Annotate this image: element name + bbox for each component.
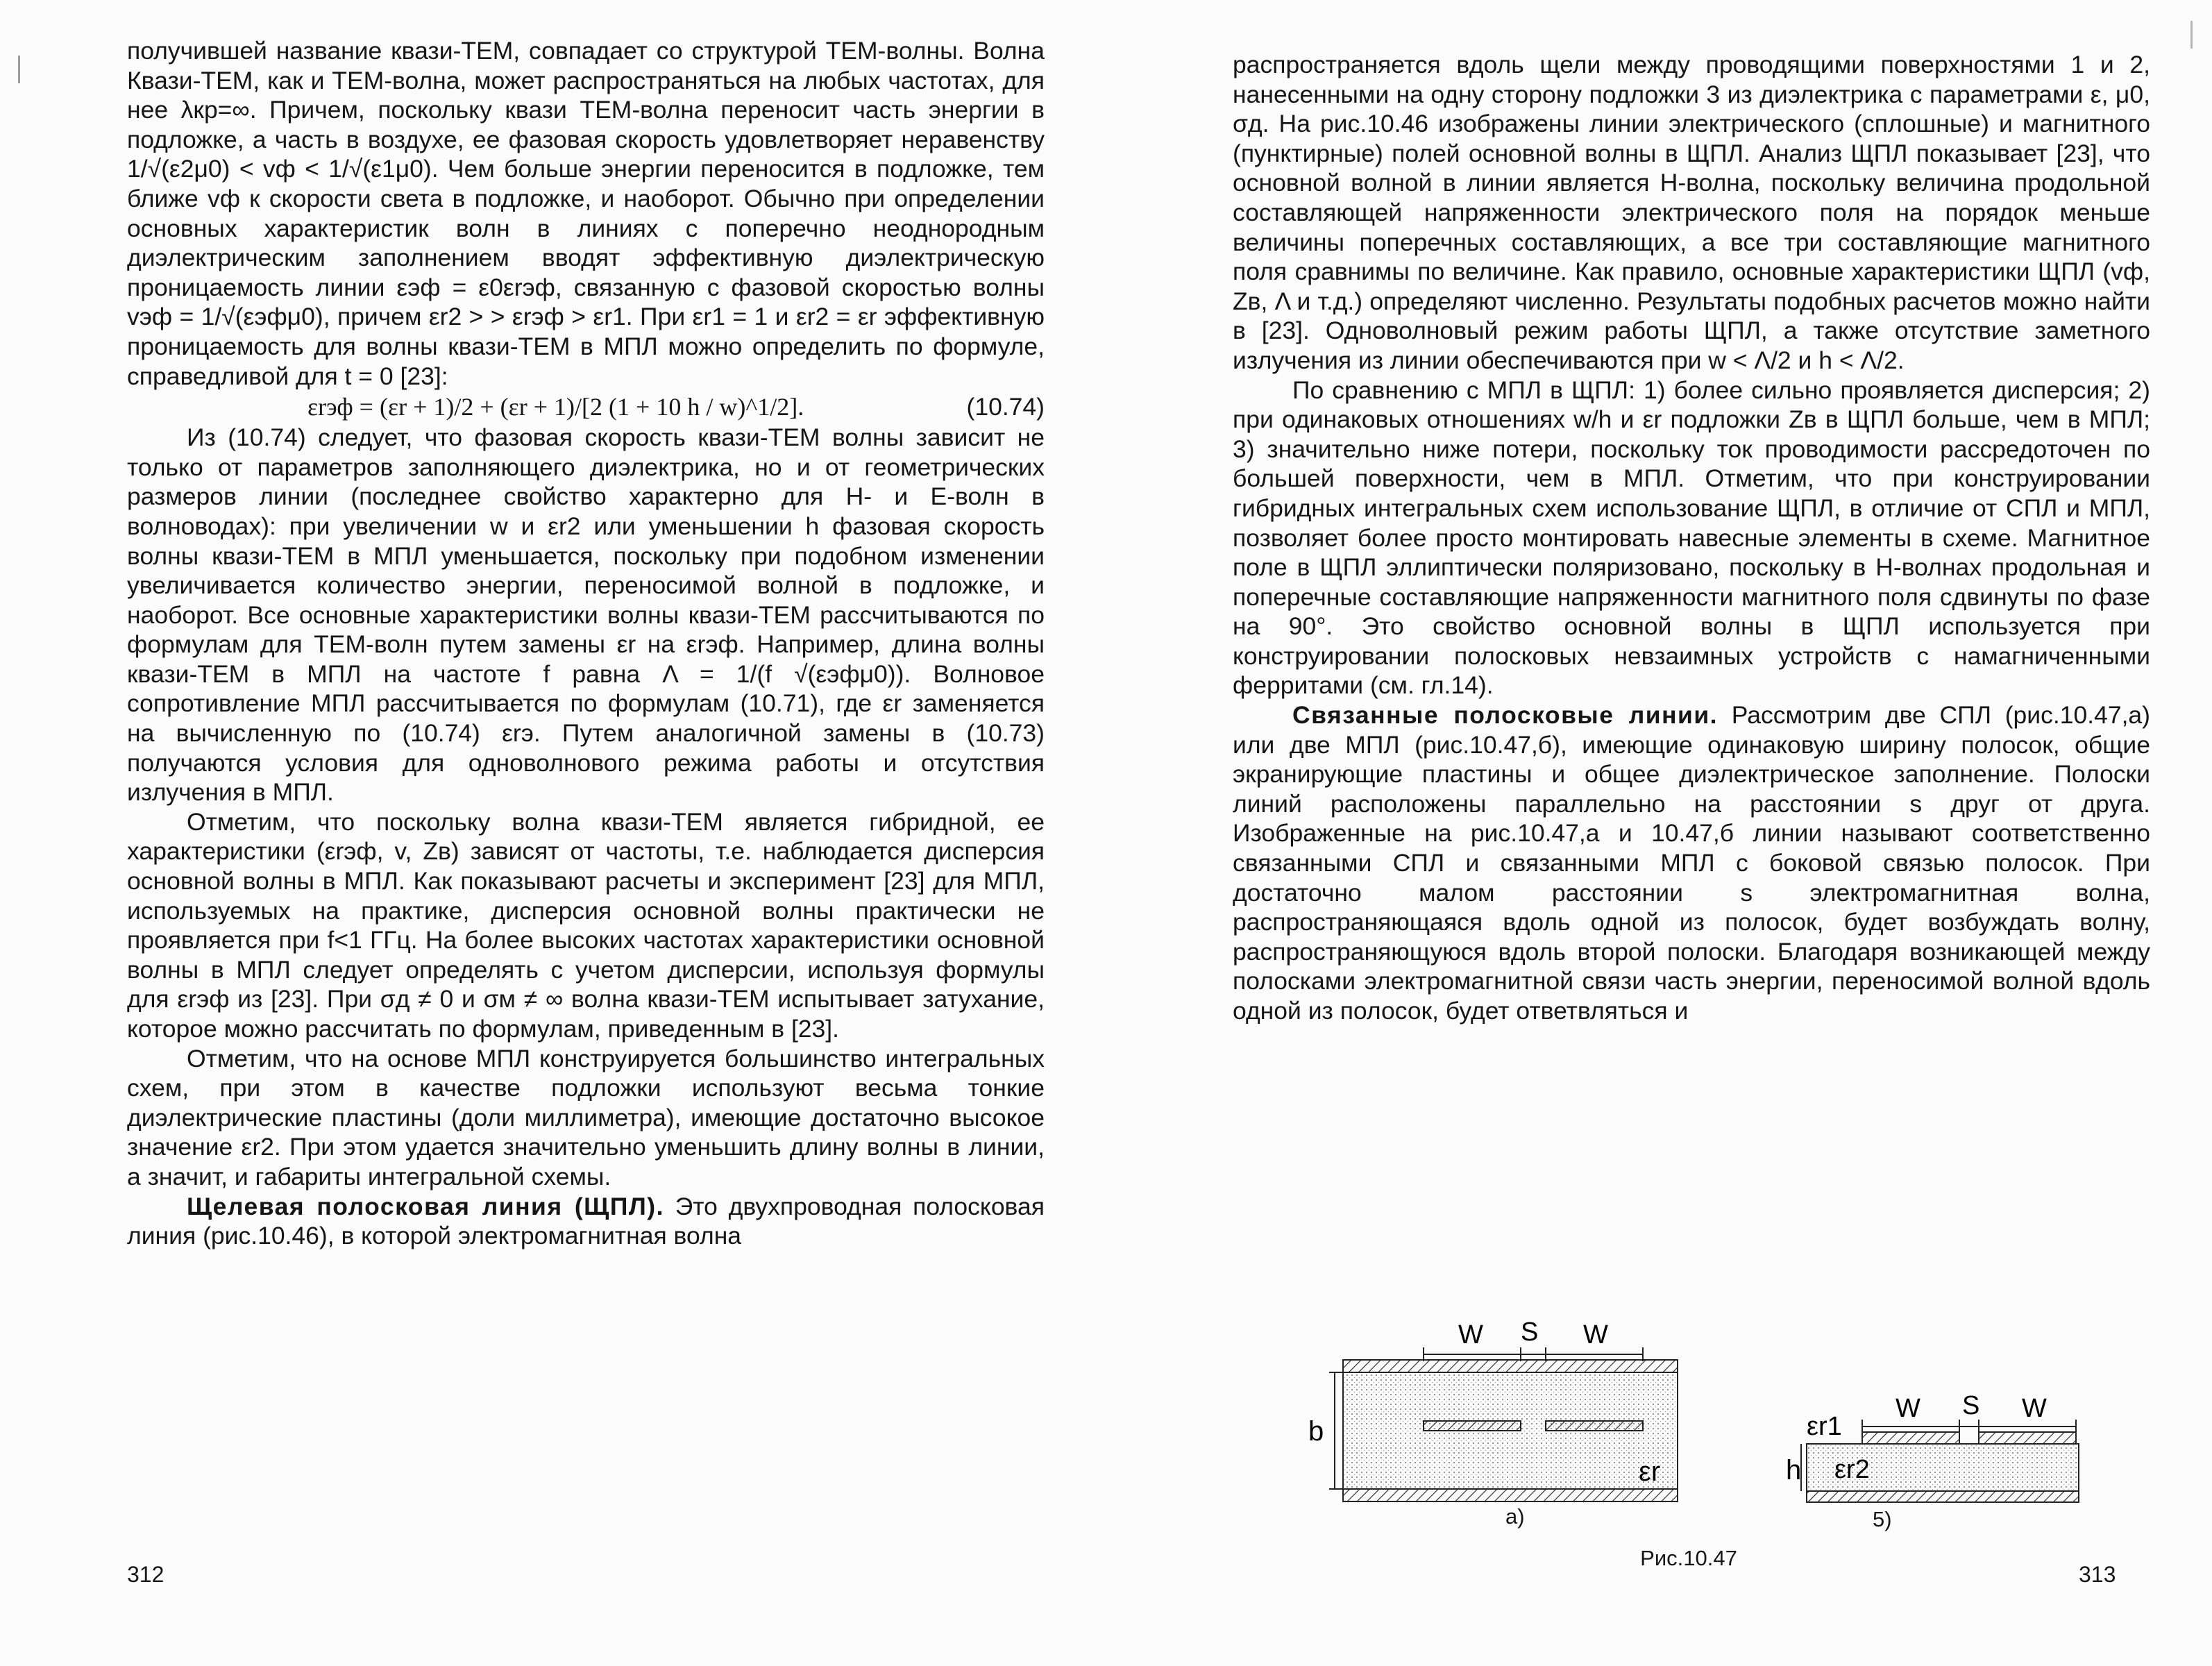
label-w: W bbox=[1458, 1320, 1483, 1349]
label-er2: εr2 bbox=[1834, 1455, 1870, 1484]
label-b: b bbox=[1308, 1416, 1324, 1447]
section-heading: Связанные полосковые линии. bbox=[1292, 701, 1719, 730]
label-w: W bbox=[2022, 1394, 2047, 1423]
paragraph: распространяется вдоль щели между проводящими поверхностями 1 и 2, нанесенными на одну сторону подложки 3 из диэлектрика с параметрами ε, μ0, σд. На рис.10.46 изображены линии электрического (сплошные) и магнитного (пунктирные) полей основной волны в ЩПЛ. Анализ ЩПЛ показывает [23], что основной волной в линии является H-волна, поскольку величина продольной составляющей напряженности электрического поля на порядок меньше величины поперечных составляющих, а все три составляющие магнитного поля сравнимы по величине. Как правило, основные характеристики ЩПЛ (vф, Zв, Λ и т.д.) определяют численно. Результаты подобных расчетов можно найти в [23]. Одноволновый режим работы ЩПЛ, а также отсутствие заметного излучения из линии обеспечиваются при w < Λ/2 и h < Λ/2. bbox=[1233, 51, 2150, 374]
paragraph-text: Это двухпроводная полосковая линия (рис.10.46), в которой электромагнитная волна bbox=[127, 1192, 1045, 1250]
label-w: W bbox=[1583, 1320, 1608, 1349]
paragraph: получившей название квази-TEM, совпадает со структурой TEM-волны. Волна Квази-TEM, как и TEM-волна, может распространяться на любых частотах, для нее λкр=∞. Причем, поскольку квази TEM-волна переносит часть энергии в подложке, а часть в воздухе, ее фазовая скорость удовлетворяет неравенству 1/√(ε2μ0) < vф < 1/√(ε1μ0). Чем больше энергии переносится в подложке, тем ближе vф к скорости света в подложке, и наоборот. Обычно при определении основных характеристик волн в линиях с поперечно неоднородным диэлектрическим заполнением вводят эффективную диэлектрическую проницаемость линии εэф = ε0εrэф, связанную с фазовой скоростью волны vэф = 1/√(εэфμ0), причем εr2 > > εrэф > εr1. При εr1 = 1 и εr2 = εr эффективную проницаемость для волны квази-TEM в МПЛ можно определить по формуле, справедливой для t = 0 [23]: bbox=[127, 37, 1045, 390]
page-number: 313 bbox=[2079, 1562, 2116, 1587]
subfigure-label-a: а) bbox=[1505, 1504, 1525, 1529]
subfigure-label-b: 5) bbox=[1873, 1507, 1892, 1531]
right-page bbox=[1111, 0, 2212, 1666]
figure-caption: Рис.10.47 bbox=[1640, 1546, 1737, 1570]
paragraph-text: Рассмотрим две СПЛ (рис.10.47,а) или две МПЛ (рис.10.47,б), имеющие одинаковую ширину полосок, общие экранирующие пластины и общее диэлектрическое заполнение. Полоски линий расположены параллельно на расстоянии s друг от друга. Изображенные на рис.10.47,а и 10.47,б линии называют соответственно связанными СПЛ и связанными МПЛ с боковой связью полосок. При достаточно малом расстоянии s электромагнитная волна, распространяющаяся вдоль одной из полосок, будет возбуждать волну, распространяющуюся вдоль второй полоски. Благодаря возникающей между полосками электромагнитной связи часть энергии, переносимой волной вдоль одной из полосок, будет ответвляться и bbox=[1233, 701, 2151, 1025]
paragraph: Отметим, что поскольку волна квази-TEM является гибридной, ее характеристики (εrэф, v, Zв) зависят от частоты, т.е. наблюдается дисперсия основной волны в МПЛ. Как показывают расчеты и эксперимент [23] для МПЛ, используемых на практике, дисперсия основной волны практически не проявляется при f<1 ГГц. На более высоких частотах характеристики основной волны в МПЛ следует определять с учетом дисперсии, используя формулы для εrэф из [23]. При σд ≠ 0 и σм ≠ ∞ волна квази-TEM испытывает затухание, которое можно рассчитать по формулам, приведенным в [23]. bbox=[127, 807, 1045, 1043]
left-page bbox=[0, 0, 1104, 1666]
label-s: S bbox=[1521, 1318, 1539, 1347]
left-text-column bbox=[127, 36, 1045, 1251]
figure-10-47 bbox=[1307, 1315, 2084, 1572]
equation-number: (10.74) bbox=[966, 393, 1045, 421]
label-w: W bbox=[1896, 1394, 1920, 1423]
label-h: h bbox=[1786, 1455, 1802, 1486]
paragraph bbox=[127, 1192, 1045, 1251]
section-heading: Щелевая полосковая линия (ЩПЛ). bbox=[187, 1192, 664, 1220]
label-er: εr bbox=[1639, 1456, 1661, 1487]
label-er1: εr1 bbox=[1807, 1412, 1842, 1441]
paragraph: По сравнению с МПЛ в ЩПЛ: 1) более сильно проявляется дисперсия; 2) при одинаковых отношениях w/h и εr подложки Zв в ЩПЛ больше, чем в МПЛ; 3) значительно ниже потери, поскольку ток проводимости рассредоточен по большей поверхности, чем в МПЛ. Отметим, что при конструировании гибридных интегральных схем использование ЩПЛ, в отличие от СПЛ и МПЛ, позволяет более просто монтировать навесные элементы в схеме. Магнитное поле в ЩПЛ эллиптически поляризовано, поскольку в H-волнах продольная и поперечные составляющие напряженности магнитного поля сдвинуты по фазе на 90°. Это свойство основной волны в ЩПЛ используется при конструировании полосковых невзаимных устройств с намагниченными ферритами (см. гл.14). bbox=[1233, 376, 2150, 700]
formula: εrэф = (εr + 1)/2 + (εr + 1)/[2 (1 + 10 h / w)^1/2]. bbox=[307, 393, 804, 421]
label-s: S bbox=[1962, 1391, 1980, 1420]
paragraph: Отметим, что на основе МПЛ конструируется большинство интегральных схем, при этом в качестве подложки используют весьма тонкие диэлектрические пластины (доли миллиметра), имеющие достаточно высокое значение εr2. При этом удается значительно уменьшить длину волны в линии, а значит, и габариты интегральной схемы. bbox=[127, 1044, 1045, 1190]
right-text-column bbox=[1233, 50, 2150, 1026]
page-number: 312 bbox=[127, 1562, 164, 1587]
figure-drawing bbox=[1307, 1315, 2084, 1545]
paragraph bbox=[1233, 700, 2150, 1026]
coupled-stripline-drawing bbox=[1308, 1318, 1678, 1501]
coupled-microstrip-drawing bbox=[1786, 1391, 2079, 1502]
paragraph: Из (10.74) следует, что фазовая скорость квази-TEM волны зависит не только от параметров заполняющего диэлектрика, но и от геометрических размеров линии (последнее свойство характерно для H- и E-волн в волноводах): при увеличении w и εr2 или уменьшении h фазовая скорость волны квази-TEM в МПЛ уменьшается, поскольку при подобном изменении увеличивается количество энергии, переносимой волной в подложке, и наоборот. Все основные характеристики волны квази-TEM рассчитываются по формулам для TEM-волн путем замены εr на εrэф. Например, длина волны квази-TEM в МПЛ на частоте f равна Λ = 1/(f √(εэфμ0)). Волновое сопротивление МПЛ рассчитывается по формулам (10.71), где εr заменяется на вычисленную по (10.74) εrэ. Путем аналогичной замены в (10.73) получаются условия для одноволнового режима работы и отсутствия излучения в МПЛ. bbox=[127, 423, 1045, 807]
formula-row bbox=[127, 391, 1045, 423]
